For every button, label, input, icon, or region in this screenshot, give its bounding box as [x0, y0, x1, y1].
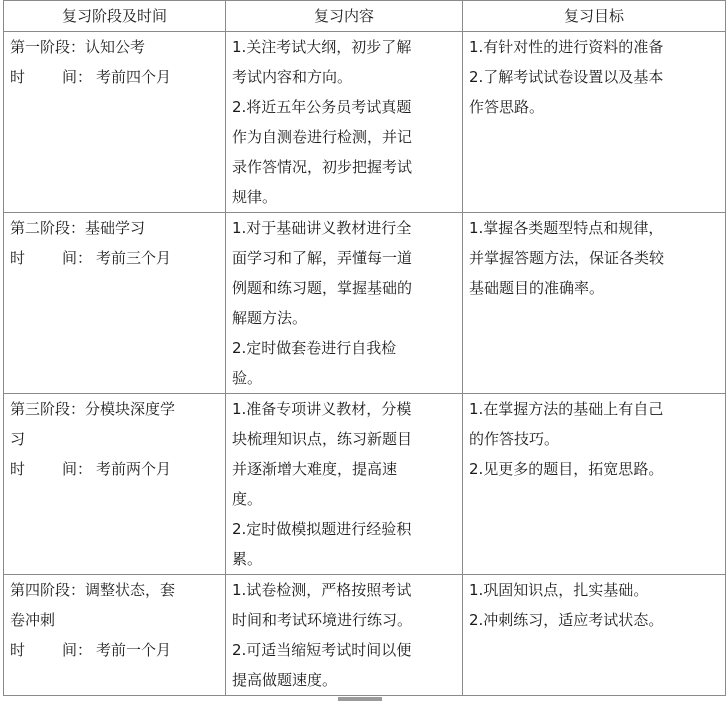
- time-label-b: 间：: [62, 249, 93, 267]
- goal-line: 的作答技巧。: [469, 430, 560, 448]
- time-label-a: 时: [10, 68, 26, 86]
- content-line: 面学习和了解，弄懂每一道: [232, 249, 413, 267]
- stage-title-line: 第四阶段：调整状态，套: [10, 581, 176, 599]
- goal-line: 2.冲刺练习，适应考试状态。: [469, 611, 664, 629]
- content-line: 2.定时做模拟题进行经验积: [232, 520, 412, 538]
- content-line: 录作答情况，初步把握考试: [232, 158, 413, 176]
- table-row: [4, 575, 726, 696]
- content-line: 1.准备专项讲义教材，分模: [232, 400, 412, 418]
- goal-cell: [463, 213, 726, 394]
- content-line: 1.试卷检测，严格按照考试: [232, 581, 412, 599]
- header-goal: 复习目标: [463, 1, 726, 32]
- goal-line: 1.在掌握方法的基础上有自己: [469, 400, 664, 418]
- goal-line: 2.见更多的题目，拓宽思路。: [469, 460, 664, 478]
- content-line: 时间和考试环境进行练习。: [232, 611, 413, 629]
- goal-line: 1.巩固知识点，扎实基础。: [469, 581, 649, 599]
- content-line: 考试内容和方向。: [232, 68, 353, 86]
- content-line: 1.关注考试大纲，初步了解: [232, 38, 412, 56]
- content-cell: [226, 213, 463, 394]
- goal-line: 并掌握答题方法，保证各类较: [469, 249, 665, 267]
- stage-title-line: 习: [10, 430, 26, 448]
- goal-cell: [463, 32, 726, 213]
- table-row: [4, 32, 726, 213]
- stage-title-line: 第一阶段：认知公考: [10, 38, 146, 56]
- header-stage: 复习阶段及时间: [4, 1, 226, 32]
- stage-title-line: 卷冲刺: [10, 611, 56, 629]
- time-label-a: 时: [10, 641, 26, 659]
- goal-cell: [463, 575, 726, 696]
- goal-line: 作答思路。: [469, 98, 545, 116]
- time-value: 考前一个月: [96, 641, 172, 659]
- goal-line: 基础题目的准确率。: [469, 279, 605, 297]
- content-line: 累。: [232, 550, 263, 568]
- stage-title-line: 第二阶段：基础学习: [10, 219, 146, 237]
- content-cell: [226, 575, 463, 696]
- time-label-a: 时: [10, 249, 26, 267]
- content-line: 1.对于基础讲义教材进行全: [232, 219, 412, 237]
- goal-line: 1.有针对性的进行资料的准备: [469, 38, 664, 56]
- content-line: 度。: [232, 490, 263, 508]
- content-line: 例题和练习题，掌握基础的: [232, 279, 413, 297]
- table-row: [4, 213, 726, 394]
- time-value: 考前四个月: [96, 68, 172, 86]
- content-cell: [226, 32, 463, 213]
- review-plan-table: [3, 0, 726, 696]
- stage-time: [10, 62, 219, 92]
- stage-time: [10, 243, 219, 273]
- content-line: 2.可适当缩短考试时间以便: [232, 641, 412, 659]
- goal-line: 2.了解考试试卷设置以及基本: [469, 68, 664, 86]
- header-content: 复习内容: [226, 1, 463, 32]
- goal-cell: [463, 394, 726, 575]
- content-line: 作为自测卷进行检测，并记: [232, 128, 413, 146]
- stage-time: [10, 635, 219, 665]
- stage-cell: [4, 575, 226, 696]
- content-line: 验。: [232, 369, 263, 387]
- time-value: 考前三个月: [96, 249, 172, 267]
- table-row: [4, 394, 726, 575]
- stage-cell: [4, 394, 226, 575]
- stage-cell: [4, 213, 226, 394]
- content-cell: [226, 394, 463, 575]
- stage-time: [10, 454, 219, 484]
- time-label-a: 时: [10, 460, 26, 478]
- page-edge-mark: [338, 697, 382, 701]
- time-label-b: 间：: [62, 68, 93, 86]
- content-line: 提高做题速度。: [232, 671, 338, 689]
- time-value: 考前两个月: [96, 460, 172, 478]
- stage-cell: [4, 32, 226, 213]
- table-body: [4, 32, 726, 696]
- content-line: 2.将近五年公务员考试真题: [232, 98, 412, 116]
- content-line: 块梳理知识点，练习新题目: [232, 430, 413, 448]
- content-line: 2.定时做套卷进行自我检: [232, 339, 397, 357]
- time-label-b: 间：: [62, 460, 93, 478]
- header-row: [4, 1, 726, 32]
- content-line: 解题方法。: [232, 309, 308, 327]
- content-line: 规律。: [232, 188, 278, 206]
- time-label-b: 间：: [62, 641, 93, 659]
- content-line: 并逐渐增大难度，提高速: [232, 460, 398, 478]
- goal-line: 1.掌握各类题型特点和规律，: [469, 219, 664, 237]
- stage-title-line: 第三阶段：分模块深度学: [10, 400, 176, 418]
